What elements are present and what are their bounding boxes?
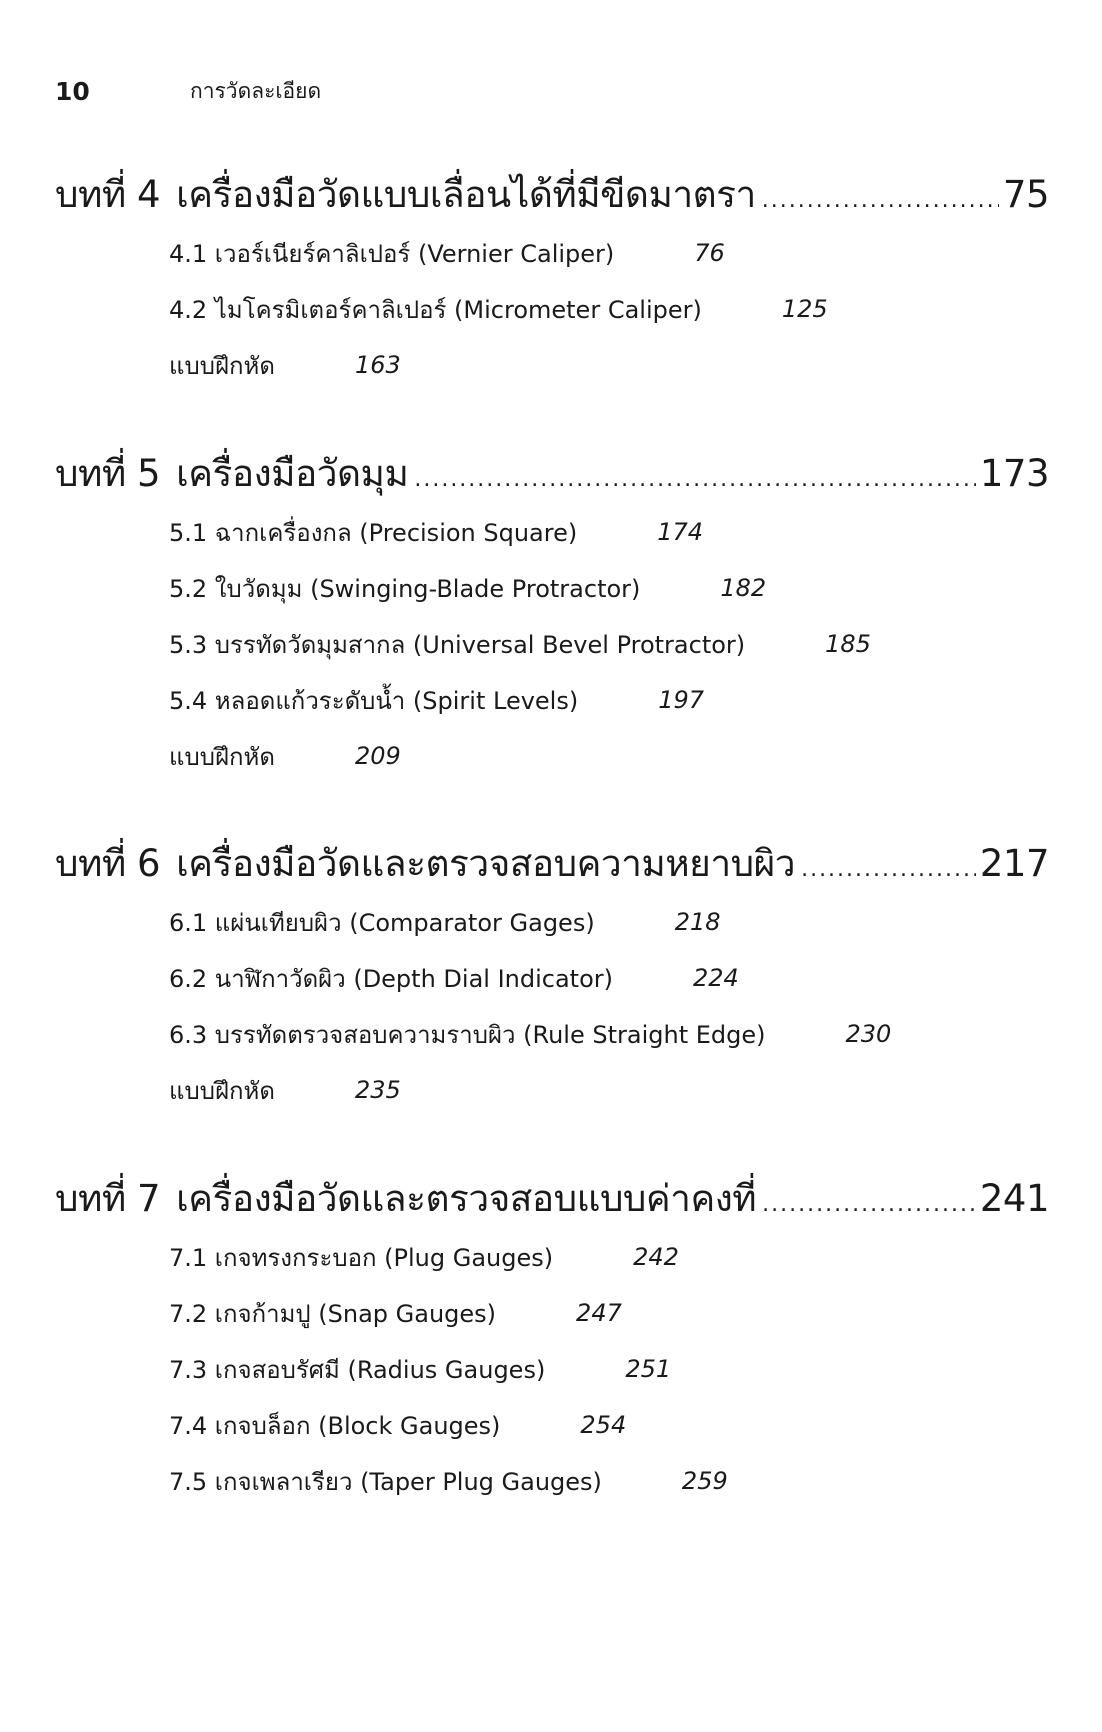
toc-entry[interactable] [169,337,1049,393]
chapter-title: เครื่องมือวัดมุม [176,452,409,495]
chapter-page-number: 217 [979,842,1049,885]
entry-text: 6.2 นาฬิกาวัดผิว (Depth Dial Indicator) [169,964,613,993]
chapter-title: เครื่องมือวัดและตรวจสอบแบบค่าคงที่ [176,1177,757,1220]
entry-text: 7.3 เกจสอบรัศมี (Radius Gauges) [169,1355,546,1384]
entry-text: 5.2 ใบวัดมุม (Swinging-Blade Protractor) [169,574,641,603]
chapter-label: บทที่ 5 [55,452,161,495]
chapter-page-number: 75 [1002,173,1049,216]
entry-page-number: 235 [354,1076,401,1104]
entry-page-number: 247 [576,1299,622,1327]
chapter-page-number: 173 [979,452,1049,495]
entry-text: 4.1 เวอร์เนียร์คาลิเปอร์ (Vernier Caliper) [169,239,615,268]
chapter-label: บทที่ 6 [55,842,161,885]
toc-entry[interactable] [169,728,1049,784]
chapter-heading[interactable] [55,1169,1049,1229]
entry-text: 6.3 บรรทัดตรวจสอบความราบผิว (Rule Straight Edge) [169,1020,766,1049]
chapter-label: บทที่ 7 [55,1177,161,1220]
section-list [169,225,1049,393]
toc-entry[interactable] [169,225,1049,281]
toc-entry[interactable] [169,672,1049,728]
toc-entry[interactable] [169,950,1049,1006]
dot-leader [414,467,976,492]
chapter-title: เครื่องมือวัดและตรวจสอบความหยาบผิว [176,842,796,885]
toc-entry[interactable] [169,616,1049,672]
entry-text: แบบฝึกหัด [169,351,275,380]
entry-page-number: 218 [674,908,721,936]
chapter-4 [55,165,1049,393]
toc-entry[interactable] [169,504,1049,560]
entry-page-number: 163 [354,351,401,379]
toc-entry[interactable] [169,1285,1049,1341]
running-title: การวัดละเอียด [190,78,322,103]
section-list [169,894,1049,1118]
entry-page-number: 174 [657,518,704,546]
toc-entry[interactable] [169,1453,1049,1509]
dot-leader [762,1192,976,1217]
toc-entry[interactable] [169,560,1049,616]
toc-entry[interactable] [169,1397,1049,1453]
entry-text: แบบฝึกหัด [169,742,275,771]
toc-entry[interactable] [169,281,1049,337]
entry-text: 5.3 บรรทัดวัดมุมสากล (Universal Bevel Protractor) [169,630,746,659]
entry-text: 7.4 เกจบล็อก (Block Gauges) [169,1411,501,1440]
entry-page-number: 230 [845,1020,892,1048]
page-number: 10 [55,76,90,106]
entry-page-number: 224 [693,964,739,992]
entry-text: 7.2 เกจก้ามปู (Snap Gauges) [169,1299,497,1328]
chapter-page-number: 241 [979,1177,1049,1220]
toc-entry[interactable] [169,1006,1049,1062]
entry-text: 4.2 ไมโครมิเตอร์คาลิเปอร์ (Micrometer Caliper) [169,295,702,324]
section-list [169,1229,1049,1509]
entry-page-number: 182 [720,574,767,602]
dot-leader [801,857,976,882]
entry-page-number: 76 [694,239,725,267]
entry-text: 5.1 ฉากเครื่องกล (Precision Square) [169,518,578,547]
chapter-label: บทที่ 4 [55,173,161,216]
page-header [55,74,321,108]
chapter-heading[interactable] [55,834,1049,894]
chapter-6 [55,834,1049,1118]
entry-page-number: 259 [681,1467,728,1495]
entry-text: 6.1 แผ่นเทียบผิว (Comparator Gages) [169,908,595,937]
chapter-heading[interactable] [55,165,1049,225]
toc-entry[interactable] [169,1062,1049,1118]
entry-page-number: 197 [658,686,705,714]
chapter-heading[interactable] [55,444,1049,504]
toc-entry[interactable] [169,1229,1049,1285]
entry-page-number: 254 [580,1411,627,1439]
entry-text: 5.4 หลอดแก้วระดับน้ำ (Spirit Levels) [169,686,579,715]
section-list [169,504,1049,784]
dot-leader [762,188,999,213]
entry-page-number: 125 [781,295,828,323]
toc-entry[interactable] [169,1341,1049,1397]
entry-text: แบบฝึกหัด [169,1076,275,1105]
entry-text: 7.1 เกจทรงกระบอก (Plug Gauges) [169,1243,554,1272]
entry-page-number: 242 [633,1243,679,1271]
entry-page-number: 209 [354,742,401,770]
chapter-7 [55,1169,1049,1509]
toc-entry[interactable] [169,894,1049,950]
chapter-title: เครื่องมือวัดแบบเลื่อนได้ที่มีขีดมาตรา [176,173,756,216]
entry-page-number: 251 [625,1355,672,1383]
entry-text: 7.5 เกจเพลาเรียว (Taper Plug Gauges) [169,1467,602,1496]
entry-page-number: 185 [825,630,871,658]
chapter-5 [55,444,1049,784]
